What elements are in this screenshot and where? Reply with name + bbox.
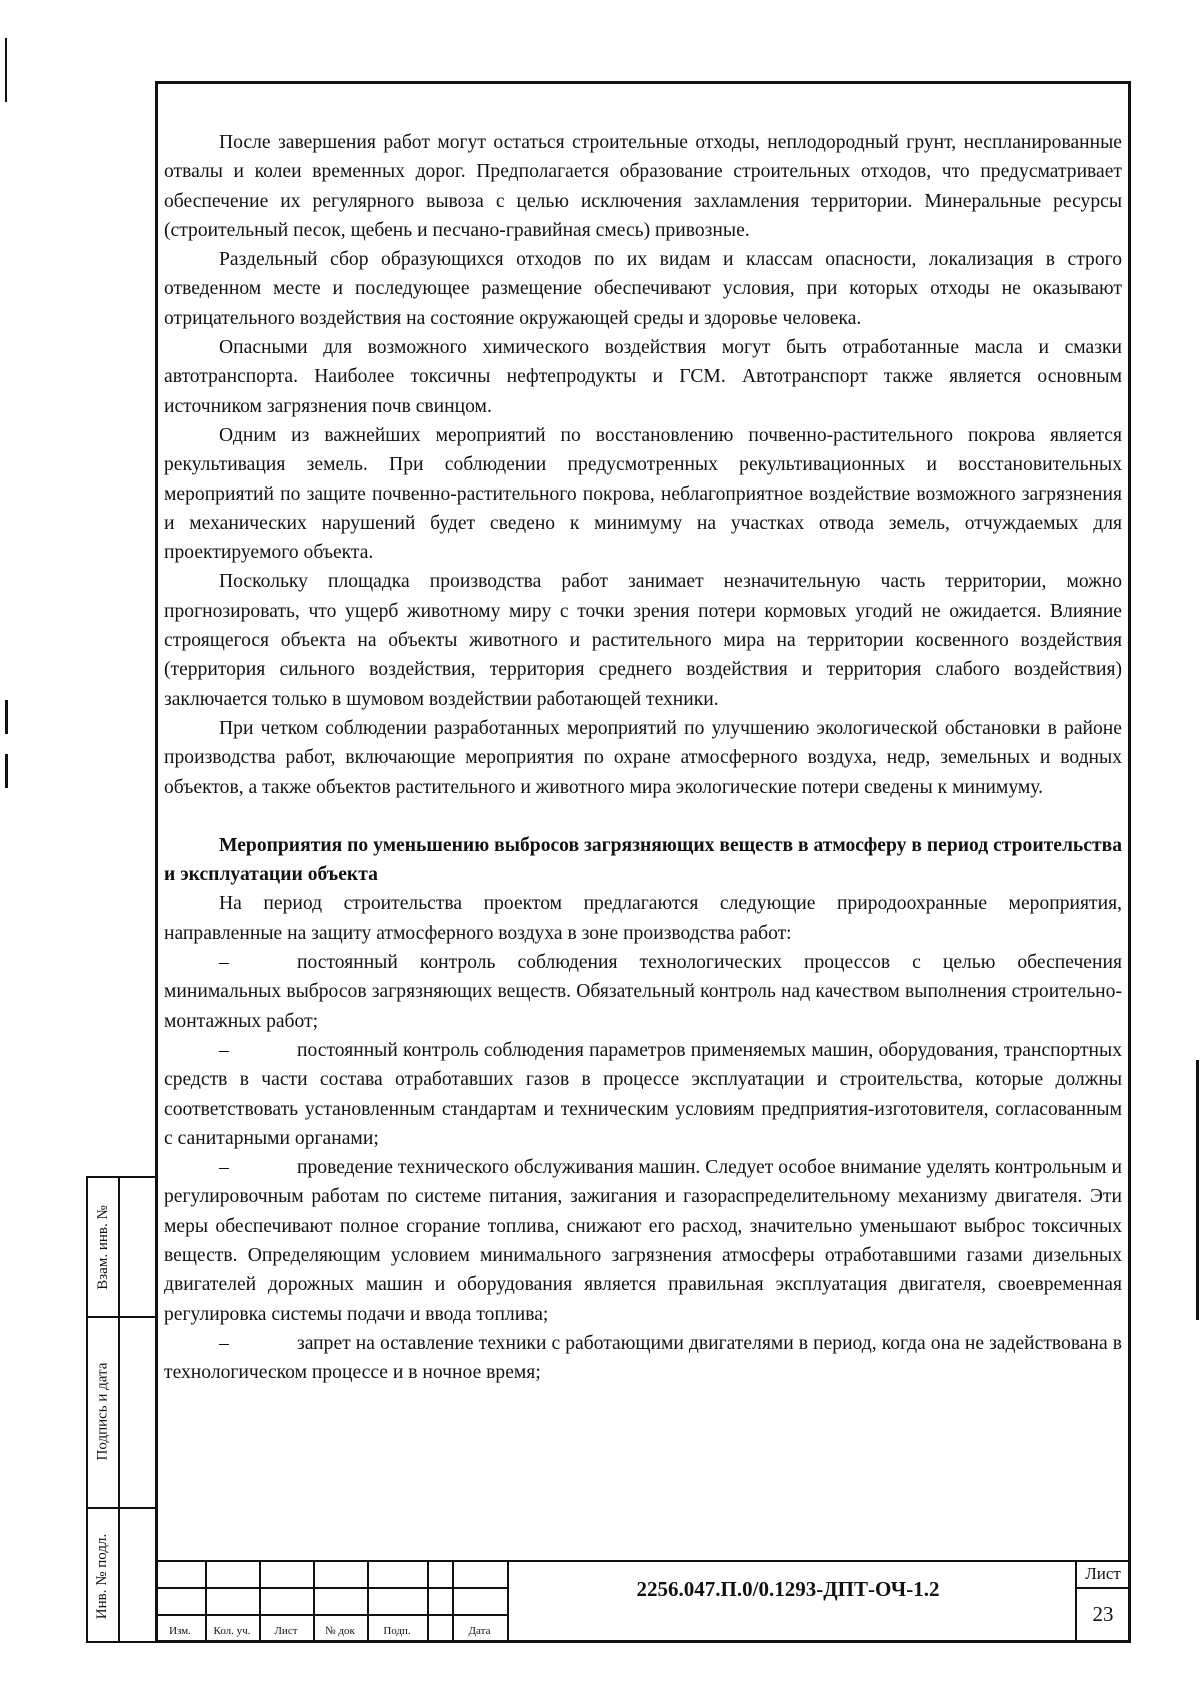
paragraph: Одним из важнейших мероприятий по восстановлению почвенно-растительного покрова является рекультивация земель. При соблюдении предусмотренных рекультивационных и восстановительных мероприятий по защите почвенно-растительного покрова, неблагоприятное воздействие возможного загрязнения и механических нарушений будет сведено к минимуму на участках отвода земель, отчуждаемых для проектируемого объекта. — [164, 424, 1122, 564]
side-stamp-strip — [86, 1176, 158, 1643]
paragraph: После завершения работ могут остаться строительные отходы, неплодородный грунт, неспланированные отвалы и колеи временных дорог. Предполагается образование строительных отходов, что предусматривает обеспечение их регулярного вывоза с целью исключения захламления территории. Минеральные ресурсы (строительный песок, щебень и песчано-гравийная смесь) привозные. — [164, 132, 1122, 241]
title-block-line — [155, 1560, 1131, 1562]
side-label-podpis-data: Подпись и дата — [94, 1362, 111, 1461]
dash-marker: – — [219, 1039, 229, 1061]
paragraph: Раздельный сбор образующихся отходов по их видам и классам опасности, локализация в строго отведенном месте и последующее размещение обеспечивают условия, при которых отходы не оказывают отрицательного воздействия на состояние окружающей среды и здоровье человека. — [164, 249, 1122, 329]
scan-mark — [5, 700, 8, 734]
title-block-line — [427, 1560, 429, 1643]
list-item — [164, 1329, 1122, 1388]
dash-marker: – — [219, 1332, 229, 1354]
dash-marker: – — [219, 1157, 229, 1179]
side-label-inv-podl: Инв. № подл. — [94, 1533, 111, 1619]
caption-podp: Подп. — [383, 1625, 411, 1637]
list-item-text: постоянный контроль соблюдения параметров применяемых машин, оборудования, транспортных средств в части состава отработавших газов в процессе эксплуатации и строительства, которые должны соответствовать установленным стандартам и техническим условиям предприятия-изготовителя, согласованным с санитарными органами; — [164, 1039, 1122, 1149]
scan-mark — [5, 754, 8, 788]
scan-mark — [1196, 1060, 1199, 1320]
section-heading: Мероприятия по уменьшению выбросов загрязняющих веществ в атмосферу в период строительства и эксплуатации объекта — [164, 834, 1122, 886]
paragraph: Поскольку площадка производства работ занимает незначительную часть территории, можно прогнозировать, что ущерб животному миру с точки зрения потери кормовых угодий не ожидается. Влияние строящегося объекта на объекты животного и растительного мира на территории косвенного воздействия (территория сильного воздействия, территория среднего воздействия и территория слабого воздействия) заключается только в шумовом воздействии работающей техники. — [164, 571, 1122, 710]
caption-list: Лист — [274, 1625, 298, 1637]
spacer — [164, 802, 1122, 831]
paragraph: Опасными для возможного химического воздействия могут быть отработанные масла и смазки автотранспорта. Наиболее токсичны нефтепродукты и ГСМ. Автотранспорт также является основным источником загрязнения почв свинцом. — [164, 337, 1122, 417]
list-item-text: постоянный контроль соблюдения технологических процессов с целью обеспечения минимальных выбросов загрязняющих веществ. Обязательный контроль над качеством выполнения строительно-монтажных работ; — [164, 952, 1122, 1032]
title-block-line — [155, 1587, 507, 1589]
list-item — [164, 1153, 1122, 1329]
section-intro: На период строительства проектом предлагаются следующие природоохранные мероприятия, направленные на защиту атмосферного воздуха в зоне производства работ: — [164, 893, 1122, 944]
document-code: 2256.047.П.0/0.1293-ДПТ-ОЧ-1.2 — [636, 1577, 940, 1601]
title-block-line — [155, 1614, 507, 1616]
paragraph: При четком соблюдении разработанных мероприятий по улучшению экологической обстановки в районе производства работ, включающие мероприятия по охране атмосферного воздуха, недр, земельных и водных объектов, а также объектов растительного и животного мира экологические потери сведены к минимуму. — [164, 717, 1122, 798]
caption-n-dok: № док — [325, 1625, 355, 1637]
list-item-text: проведение технического обслуживания машин. Следует особое внимание уделять контрольным и регулировочным работам по системе питания, зажигания и газораспределительному механизму двигателя. Эти меры обеспечивают полное сгорание топлива, снижают его расход, значительно уменьшают выброс токсичных веществ. Определяющим условием минимального загрязнения атмосферы отработавшими газами дизельных двигателей дорожных машин и оборудования является правильная эксплуатация двигателя, своевременная регулировка системы подачи и ввода топлива; — [164, 1157, 1122, 1325]
sheet-number: 23 — [1092, 1602, 1114, 1626]
side-label-vzam-inv: Взам. инв. № — [94, 1204, 111, 1290]
caption-data: Дата — [468, 1625, 491, 1637]
list-item-text: запрет на оставление техники с работающими двигателями в период, когда она не задействована в технологическом процессе и в ночное время; — [164, 1332, 1122, 1384]
caption-kol-uch: Кол. уч. — [213, 1625, 251, 1637]
side-strip-divider — [118, 1178, 120, 1641]
scan-mark — [5, 38, 7, 102]
list-item — [164, 948, 1122, 1036]
list-item — [164, 1036, 1122, 1153]
document-body — [164, 128, 1122, 1387]
dash-marker: – — [219, 952, 229, 974]
sheet-label: Лист — [1085, 1564, 1121, 1583]
caption-izm: Изм. — [169, 1625, 191, 1637]
